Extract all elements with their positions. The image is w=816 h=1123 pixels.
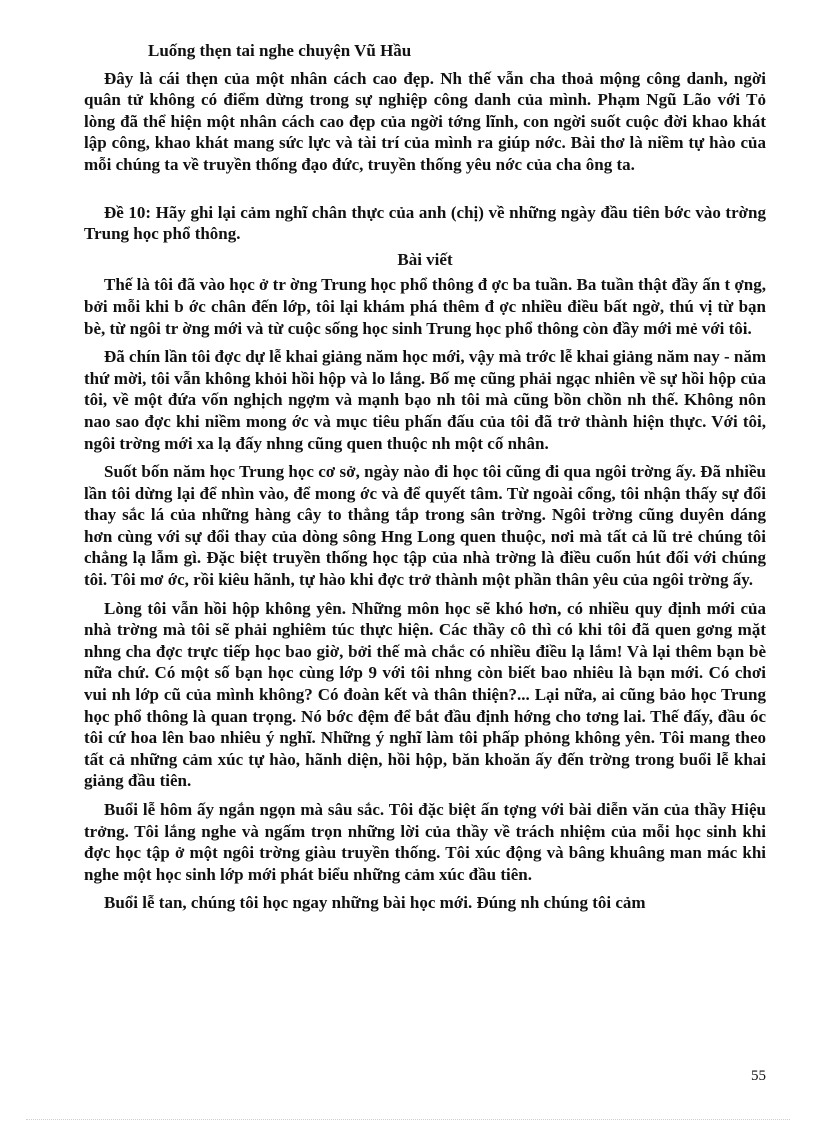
page-number: 55 [751, 1068, 766, 1084]
page-bottom-divider [26, 1119, 790, 1120]
paragraph: Suốt bốn năm học Trung học cơ sở, ngày nào đi học tôi cũng đi qua ngôi trờng ấy. Đã nhiều lần tôi dừng lại để nhìn vào, để mong ớc và để quyết tâm. Từ ngoài cổng, tôi nhận thấy sự đổi thay sắc lá của những hàng cây to thẳng tắp trong sân trờng. Ngôi trờng cũng duyên dáng hơn cùng với sự đổi thay của dòng sông Hng Long quen thuộc, nơi mà tất cả lũ trẻ chúng tôi chẳng lạ lẫm gì. Đặc biệt truyền thống học tập của nhà trờng là điều cuốn hút đối với chúng tôi. Tôi mơ ớc, rồi kiêu hãnh, tự hào khi đợc trở thành một phần thân yêu của ngôi trờng ấy. [84, 462, 766, 590]
document-body [84, 40, 766, 921]
paragraph-intro: Đây là cái thẹn của một nhân cách cao đẹp. Nh thế vẫn cha thoả mộng công danh, ngời quân tử không có điểm dừng trong sự nghiệp công danh của mình. Phạm Ngũ Lão với Tỏ lòng đã thể hiện một nhân cách cao đẹp của ngời tớng lĩnh, con ngời suốt cuộc đời khao khát lập công, khao khát mang sức lực và tài trí của mình ra giúp nớc. Bài thơ là niềm tự hào của mỗi chúng ta về truyền thống đạo đức, truyền thống yêu nớc của cha ông ta. [84, 68, 766, 174]
heading-line: Luống thẹn tai nghe chuyện Vũ Hầu [148, 41, 412, 60]
paragraph: Buổi lễ hôm ấy ngắn ngọn mà sâu sắc. Tôi đặc biệt ấn tợng với bài diễn văn của thầy Hiệu trởng. Tôi lắng nghe và ngấm trọn những lời của thầy về trách nhiệm của mỗi học sinh khi đợc học tập ở một ngôi trờng giàu truyền thống. Tôi xúc động và bâng khuâng man mác khi nghe một học sinh lớp mới phát biểu những cảm xúc đầu tiên. [84, 800, 766, 884]
paragraph: Lòng tôi vẫn hồi hộp không yên. Những môn học sẽ khó hơn, có nhiều quy định mới của nhà trờng mà tôi sẽ phải nghiêm túc thực hiện. Các thầy cô thì có khi tôi đã quen gơng mặt nhng cha đợc trực tiếp học bao giờ, bởi thế mà chắc có nhiều điều lạ lắm! Và lại thêm bạn bè nữa chứ. Có một số bạn học cùng lớp 9 với tôi nhng còn biết bao nhiêu là bạn mới. Có chơi vui nh lớp cũ của mình không? Có đoàn kết và thân thiện?... Lại nữa, ai cũng bảo học Trung học phổ thông là quan trọng. Nó bớc đệm để bắt đầu định hớng cho tơng lai. Thế đấy, đầu óc tôi cứ hoa lên bao nhiêu ý nghĩ. Những ý nghĩ làm tôi phấp phỏng không yên. Tôi mang theo tất cả những cảm xúc tự hào, hãnh diện, hồi hộp, băn khoăn ấy đến trờng trong buổi lễ khai giảng đầu tiên. [84, 598, 766, 791]
section-title: Bài viết [397, 249, 453, 269]
essay-topic: Đề 10: Hãy ghi lại cảm nghĩ chân thực của anh (chị) về những ngày đầu tiên bớc vào trờng Trung học phổ thông. [84, 202, 766, 244]
paragraph: Buổi lễ tan, chúng tôi học ngay những bài học mới. Đúng nh chúng tôi cảm [104, 893, 646, 913]
paragraph: Thế là tôi đã vào học ở tr ờng Trung học phổ thông đ ợc ba tuần. Ba tuần thật đầy ấn t ợng, bởi mỗi khi b ớc chân đến lớp, tôi lại khám phá thêm đ ợc nhiều điều bất ngờ, thú vị từ bạn bè, từ ngôi tr ờng mới và từ cuộc sống học sinh Trung học phổ thông còn đầy mới mẻ với tôi. [84, 275, 766, 338]
paragraph: Đã chín lần tôi đợc dự lễ khai giảng năm học mới, vậy mà trớc lễ khai giảng năm nay - năm thứ mời, tôi vẫn không khỏi hồi hộp và lo lắng. Bố mẹ cũng phải ngạc nhiên về sự hồi hộp của tôi, về một đứa vốn nghịch ngợm và mạnh bạo nh tôi mà cũng bồn chồn nh thế. Không nôn nao sao đợc khi niềm mong ớc và mục tiêu phấn đấu của tôi đã trở thành hiện thực. Với tôi, ngôi trờng mới xa lạ đấy nhng cũng quen thuộc nh một cố nhân. [84, 347, 766, 453]
